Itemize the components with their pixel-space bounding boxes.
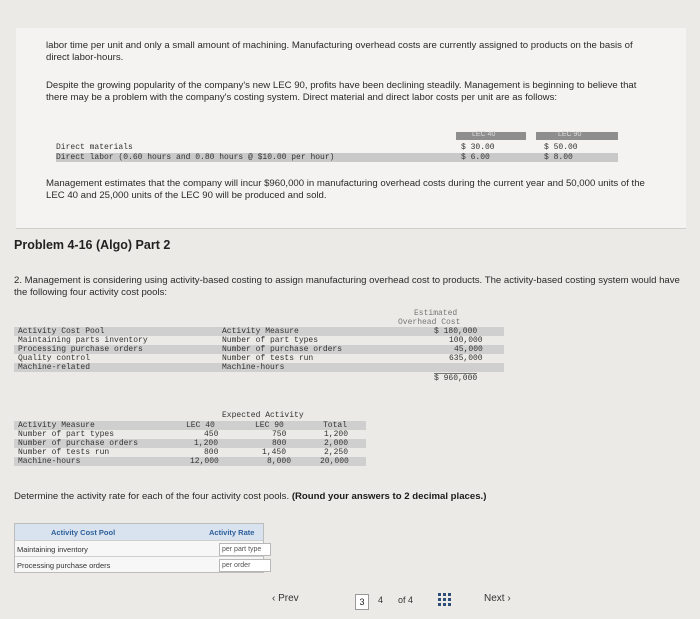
current-page[interactable]: 3 <box>355 594 369 610</box>
pool-label: Maintaining inventory <box>17 545 88 554</box>
intro-panel <box>16 28 686 229</box>
answer-row <box>15 540 263 557</box>
chevron-left-icon: ‹ <box>272 593 276 604</box>
unit-cost-table <box>56 132 618 166</box>
question-text: 2. Management is considering using activity-based costing to assign manufacturing overhead cost to products. The activity-based costing system would have the following four activity cost pools: <box>14 275 680 298</box>
grid-icon[interactable] <box>438 593 452 607</box>
table-row: Number of tests run 800 1,450 2,250 <box>18 448 349 457</box>
table-header-row: Activity Cost Pool Activity Measure $ 180,000 <box>14 327 504 336</box>
intro-paragraph-3: Management estimates that the company will incur $960,000 in manufacturing overhead costs during the current year and 50,000 units of the LEC 40 and 25,000 units of the LEC 90 will be produced and sold. <box>46 178 645 201</box>
col-header-lec40: LEC 40 <box>456 132 526 140</box>
activity-pools-table <box>14 309 514 393</box>
header-cost-line2: Overhead Cost <box>398 318 461 327</box>
page-count: of 4 <box>398 595 414 605</box>
header-cost-line1: Estimated <box>414 309 458 318</box>
expected-activity-table <box>14 411 374 477</box>
problem-title: Problem 4-16 (Algo) Part 2 <box>14 238 171 252</box>
activity-rate-input-orders[interactable]: per order <box>219 559 271 572</box>
instruction-text: Determine the activity rate for each of the four activity cost pools. (Round your answers to 2 decimal places.) <box>14 491 487 502</box>
table-row: Direct labor (0.60 hours and 0.80 hours @ $10.00 per hour) $ 6.00 $ 8.00 <box>56 153 618 162</box>
answer-table <box>14 523 264 573</box>
intro-paragraph-1: labor time per unit and only a small amount of machining. Manufacturing overhead costs are currently assigned to products on the basis of direct labor-hours. <box>46 40 633 63</box>
table-total: $ 960,000 <box>434 374 478 383</box>
prev-button[interactable]: ‹ Prev <box>272 593 299 604</box>
next-button[interactable]: Next › <box>484 593 511 604</box>
col-header-lec90: LEC 90 <box>536 132 618 140</box>
table-row: Direct materials $ 30.00 $ 50.00 <box>56 143 578 152</box>
table-row: Processing purchase orders Number of purchase orders 45,000 <box>14 345 504 354</box>
table-row: Quality control Number of tests run 635,000 <box>18 354 483 363</box>
table-row: Machine-related Machine-hours <box>14 363 504 372</box>
answer-row <box>15 556 263 573</box>
chevron-right-icon: › <box>507 593 511 604</box>
intro-paragraph-2: Despite the growing popularity of the company's new LEC 90, profits have been declining steadily. Management is beginning to believe that there may be a problem with the company's costing system. Direct material and direct labor costs per unit are as follows: <box>46 80 637 103</box>
pagination-bar <box>0 585 700 615</box>
answer-table-header: Activity Cost Pool Activity Rate <box>15 524 263 540</box>
table-row: Number of purchase orders 1,200 800 2,000 <box>14 439 366 448</box>
rounding-note: (Round your answers to 2 decimal places.) <box>291 491 487 502</box>
group-header: Expected Activity <box>222 411 304 420</box>
page-4[interactable]: 4 <box>378 595 384 605</box>
table-header-row: Activity Measure LEC 40 LEC 90 Total <box>14 421 366 430</box>
table-row: Machine-hours 12,000 8,000 20,000 <box>14 457 366 466</box>
table-row: Maintaining parts inventory Number of part types 100,000 <box>18 336 483 345</box>
table-row: Number of part types 450 750 1,200 <box>18 430 349 439</box>
pool-label: Processing purchase orders <box>17 561 111 570</box>
activity-rate-input-inventory[interactable]: per part type <box>219 543 271 556</box>
